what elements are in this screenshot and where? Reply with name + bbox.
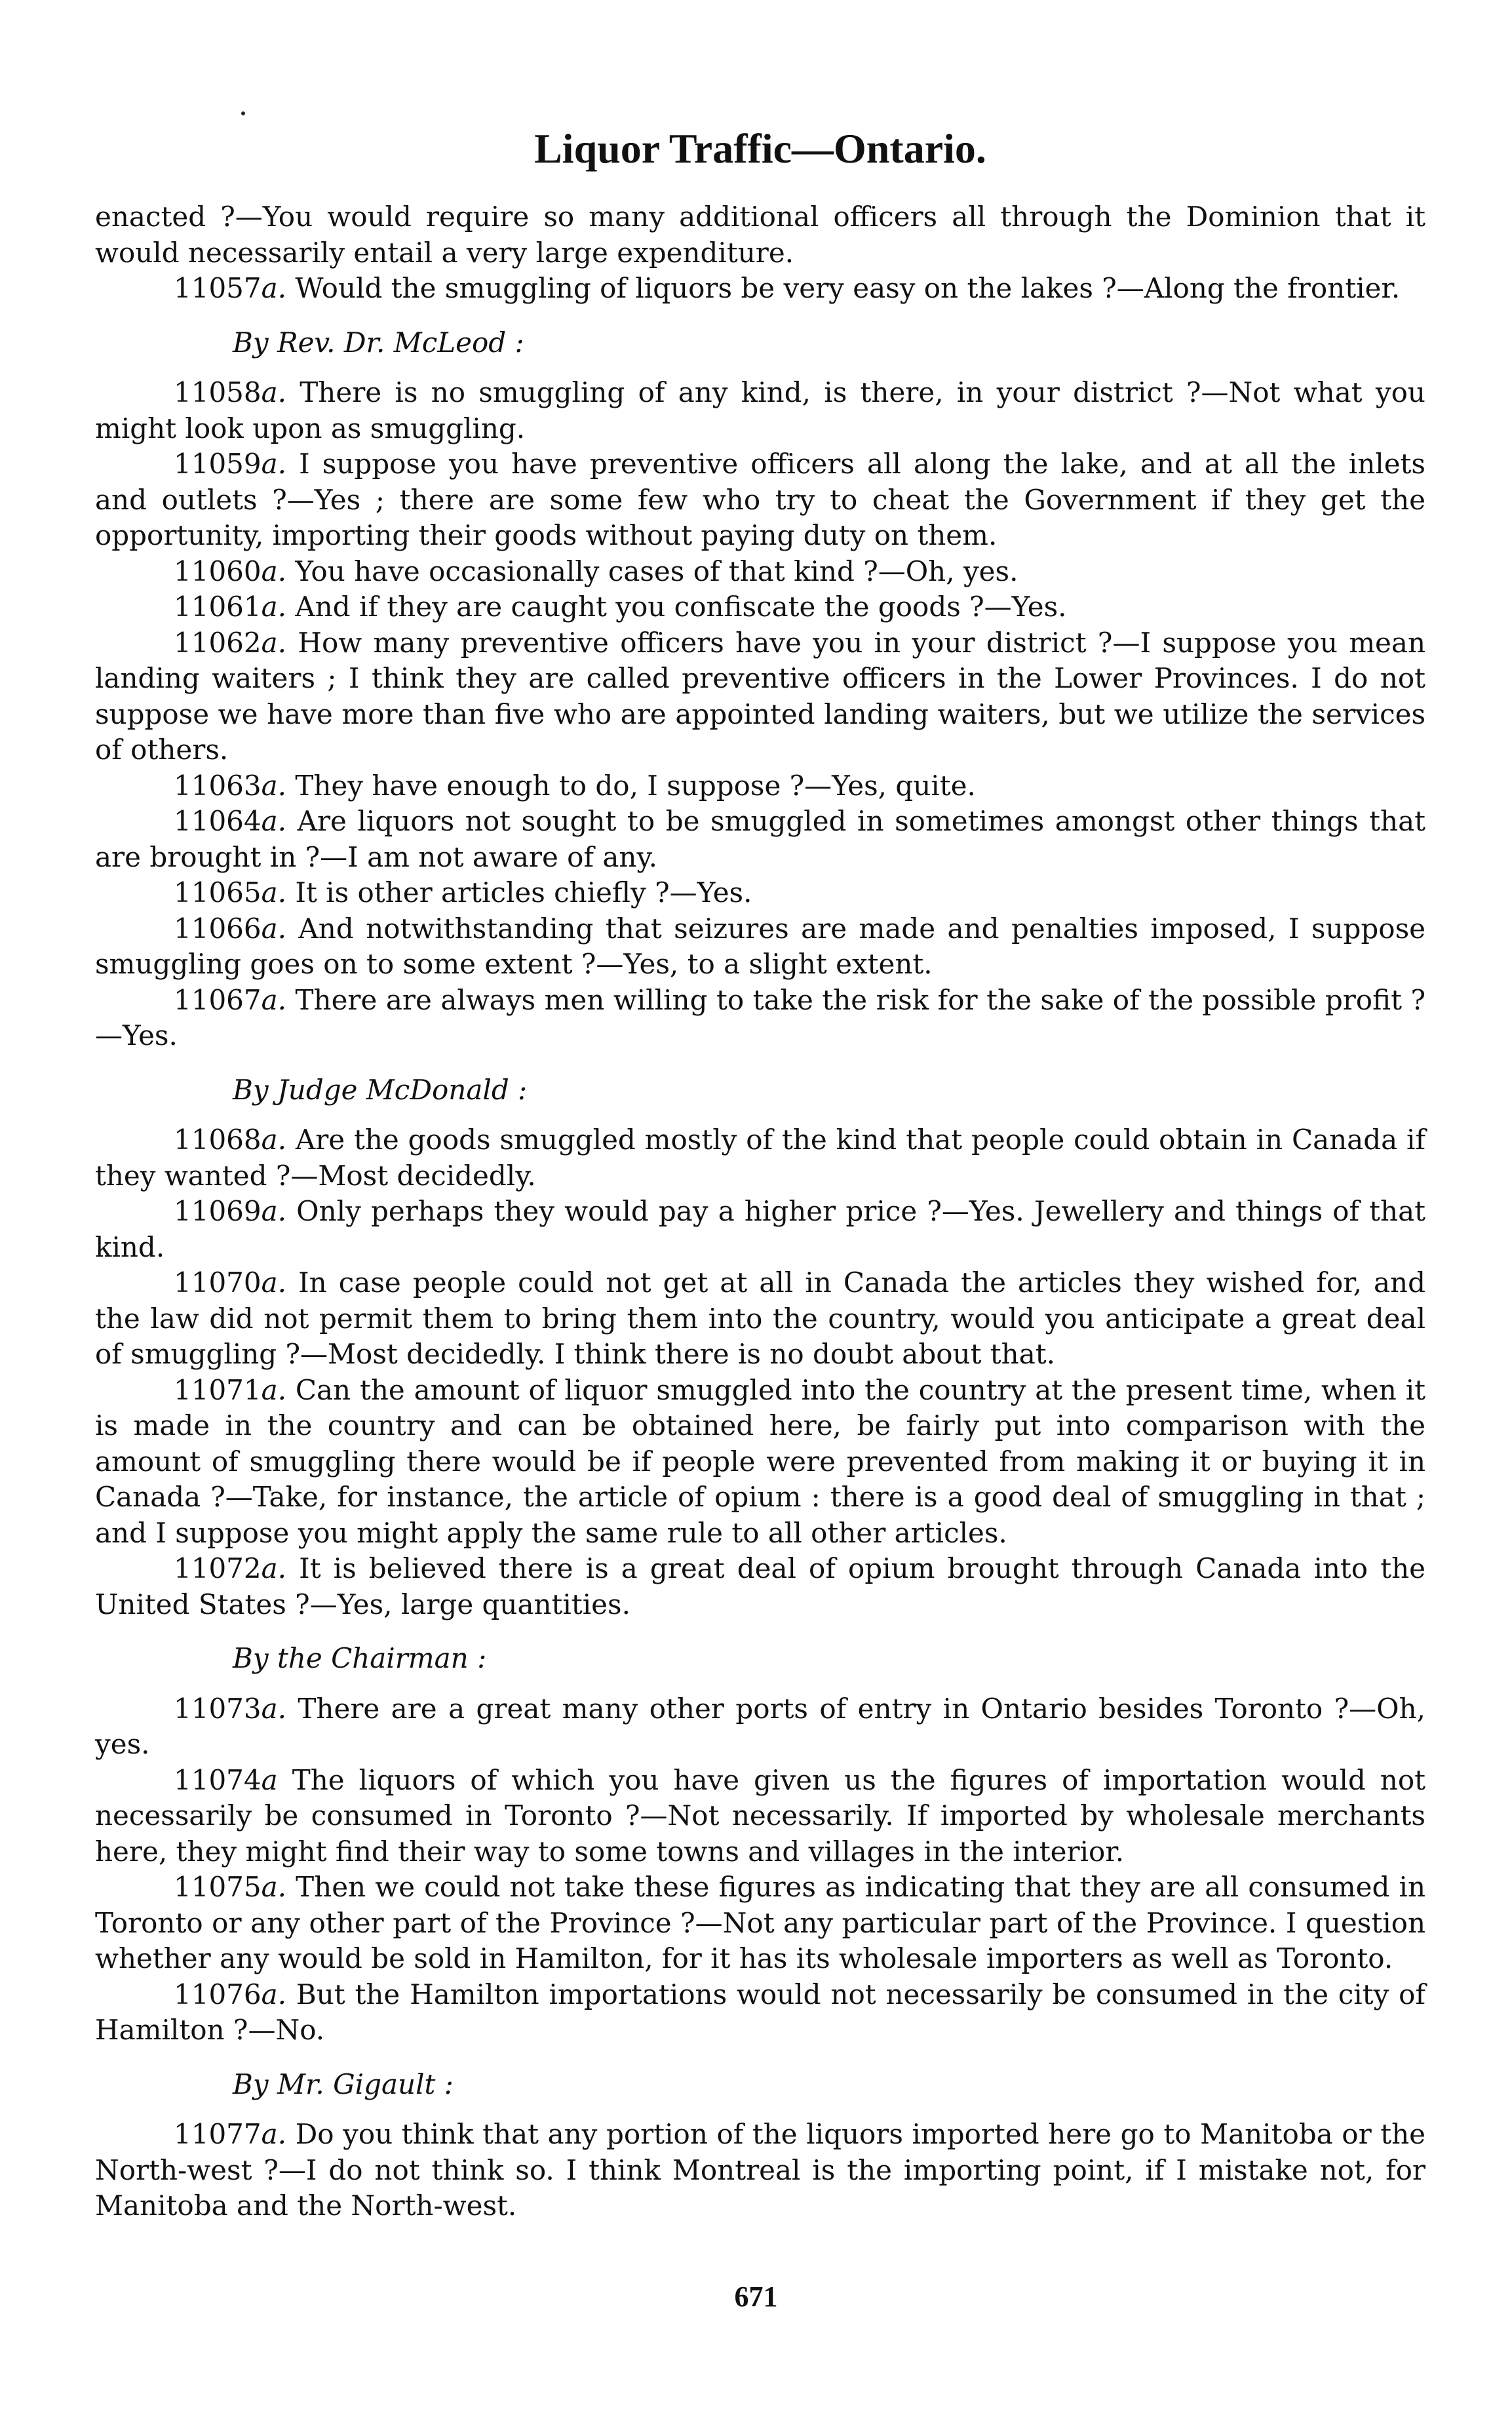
question-text: Can the amount of liquor smuggled into the country at the present time, when it is made in the country and can be obtained here, be fairly put into comparison with the amount of smuggling there would be if people were prevented from making it or buying it in Canada ?—Take, for instance, the article of opium : there is a good deal of smuggling in that ; and I suppose you might apply the same rule to all other articles.	[95, 1373, 1425, 1549]
question-number: 11066	[174, 912, 262, 945]
question-number: 11068	[174, 1124, 262, 1156]
question-suffix: a.	[261, 1978, 286, 2010]
question-paragraph	[95, 1551, 1425, 1622]
question-number: 11063	[174, 769, 262, 802]
question-text: Do you think that any portion of the liquors imported here go to Manitoba or the North-west ?—I do not think so. I think Montreal is the importing point, if I mistake not, for Manitoba and the North-west.	[95, 2118, 1425, 2222]
question-suffix: a.	[261, 1692, 286, 1725]
question-suffix: a.	[261, 2118, 286, 2150]
continued-paragraph: enacted ?—You would require so many additional officers all through the Dominion that it would necessarily entail a very large expenditure.	[95, 201, 1425, 269]
question-number: 11070	[174, 1266, 262, 1299]
question-paragraph	[95, 875, 1425, 911]
question-text: Are the goods smuggled mostly of the kind that people could obtain in Canada if they wanted ?—Most decidedly.	[95, 1124, 1425, 1192]
question-number: 11058	[174, 376, 262, 408]
question-number: 11072	[174, 1552, 262, 1584]
question-number: 11059	[174, 448, 262, 480]
question-paragraph	[95, 804, 1425, 875]
speaker-heading: By Mr. Gigault :	[233, 2068, 454, 2100]
question-number: 11077	[174, 2118, 262, 2150]
question-text: Are liquors not sought to be smuggled in sometimes amongst other things that are brought in ?—I am not aware of any.	[95, 805, 1425, 873]
question-paragraph	[95, 768, 1425, 804]
question-text: In case people could not get at all in Canada the articles they wished for, and the law did not permit them to bring them into the country, would you anticipate a great deal of smuggling ?—Most decidedly. I think there is no doubt about that.	[95, 1266, 1425, 1370]
question-number: 11060	[174, 555, 262, 587]
question-paragraph	[95, 554, 1425, 590]
question-paragraph	[95, 1122, 1425, 1194]
question-number: 11075	[174, 1871, 262, 1903]
stray-mark	[241, 111, 245, 115]
question-text: They have enough to do, I suppose ?—Yes, quite.	[286, 769, 976, 802]
question-suffix: a.	[261, 448, 286, 480]
question-suffix: a.	[261, 1124, 286, 1156]
question-paragraph	[95, 589, 1425, 625]
question-suffix: a.	[261, 1266, 286, 1299]
question-paragraph	[95, 1373, 1425, 1552]
question-paragraph	[95, 375, 1425, 446]
question-text: Then we could not take these figures as indicating that they are all consumed in Toronto or any other part of the Province ?—Not any particular part of the Province. I question whether any would be sold in Hamilton, for it has its wholesale importers as well as Toronto.	[95, 1871, 1425, 1974]
question-suffix: a.	[261, 272, 286, 304]
question-paragraph	[95, 1977, 1425, 2049]
question-paragraph	[95, 1691, 1425, 1763]
speaker-heading: By the Chairman :	[233, 1642, 487, 1674]
question-suffix: a.	[261, 591, 286, 623]
question-suffix: a.	[261, 876, 286, 909]
question-number: 11061	[174, 591, 262, 623]
question-number: 11065	[174, 876, 262, 909]
question-text: Would the smuggling of liquors be very easy on the lakes ?—Along the frontier.	[286, 272, 1401, 304]
speaker-heading: By Judge McDonald :	[233, 1073, 528, 1106]
question-suffix: a.	[261, 805, 286, 837]
speaker-heading: By Rev. Dr. McLeod :	[233, 326, 524, 359]
question-number: 11069	[174, 1195, 262, 1227]
page-body	[95, 125, 1425, 2224]
question-suffix: a.	[261, 1373, 286, 1406]
question-paragraph	[95, 983, 1425, 1054]
question-text: It is believed there is a great deal of opium brought through Canada into the United States ?—Yes, large quantities.	[95, 1552, 1425, 1620]
question-text: But the Hamilton importations would not necessarily be consumed in the city of Hamilton ?—No.	[95, 1978, 1425, 2046]
page-title: Liquor Traffic—Ontario.	[534, 125, 986, 172]
question-paragraph	[95, 1763, 1425, 1870]
question-number: 11062	[174, 626, 262, 659]
question-text: You have occasionally cases of that kind ?—Oh, yes.	[286, 555, 1018, 587]
question-paragraph	[95, 2117, 1425, 2224]
question-paragraph	[95, 625, 1425, 768]
question-text: There are a great many other ports of entry in Ontario besides Toronto ?—Oh, yes.	[95, 1692, 1425, 1760]
question-paragraph	[95, 1194, 1425, 1265]
question-paragraph	[95, 271, 1425, 307]
question-number: 11064	[174, 805, 262, 837]
question-number: 11074	[174, 1763, 262, 1796]
question-suffix: a	[261, 1763, 278, 1796]
question-text: There is no smuggling of any kind, is there, in your district ?—Not what you might look upon as smuggling.	[95, 376, 1425, 444]
question-suffix: a.	[261, 626, 286, 659]
question-text: And notwithstanding that seizures are made and penalties imposed, I suppose smuggling goes on to some extent ?—Yes, to a slight extent.	[95, 912, 1425, 980]
question-number: 11073	[174, 1692, 262, 1725]
question-text: How many preventive officers have you in your district ?—I suppose you mean landing waiters ; I think they are called preventive officers in the Lower Provinces. I do not suppose we have more than five who are appointed landing waiters, but we utilize the services of others.	[95, 626, 1425, 766]
question-suffix: a.	[261, 983, 286, 1016]
question-number: 11057	[174, 272, 262, 304]
testimony-text	[95, 199, 1425, 2224]
question-text: There are always men willing to take the risk for the sake of the possible profit ?—Yes.	[95, 983, 1425, 1051]
question-text: Only perhaps they would pay a higher price ?—Yes. Jewellery and things of that kind.	[95, 1195, 1425, 1263]
question-suffix: a.	[261, 1552, 286, 1584]
question-paragraph	[95, 446, 1425, 554]
question-number: 11071	[174, 1373, 262, 1406]
question-suffix: a.	[261, 912, 286, 945]
question-number: 11067	[174, 983, 262, 1016]
question-suffix: a.	[261, 1195, 286, 1227]
question-number: 11076	[174, 1978, 262, 2010]
question-suffix: a.	[261, 555, 286, 587]
question-text: And if they are caught you confiscate the goods ?—Yes.	[286, 591, 1067, 623]
question-suffix: a.	[261, 1871, 286, 1903]
question-paragraph	[95, 911, 1425, 983]
question-text: I suppose you have preventive officers all along the lake, and at all the inlets and outlets ?—Yes ; there are some few who try to cheat the Government if they get the opportunity, importing their goods without paying duty on them.	[95, 448, 1425, 551]
question-paragraph	[95, 1870, 1425, 1977]
page-number: 671	[734, 2281, 778, 2313]
question-text: The liquors of which you have given us the figures of importation would not necessarily be consumed in Toronto ?—Not necessarily. If imported by wholesale merchants here, they might find their way to some towns and villages in the interior.	[95, 1763, 1425, 1868]
question-suffix: a.	[261, 769, 286, 802]
question-paragraph	[95, 1265, 1425, 1373]
question-suffix: a.	[261, 376, 286, 408]
question-text: It is other articles chiefly ?—Yes.	[286, 876, 752, 909]
